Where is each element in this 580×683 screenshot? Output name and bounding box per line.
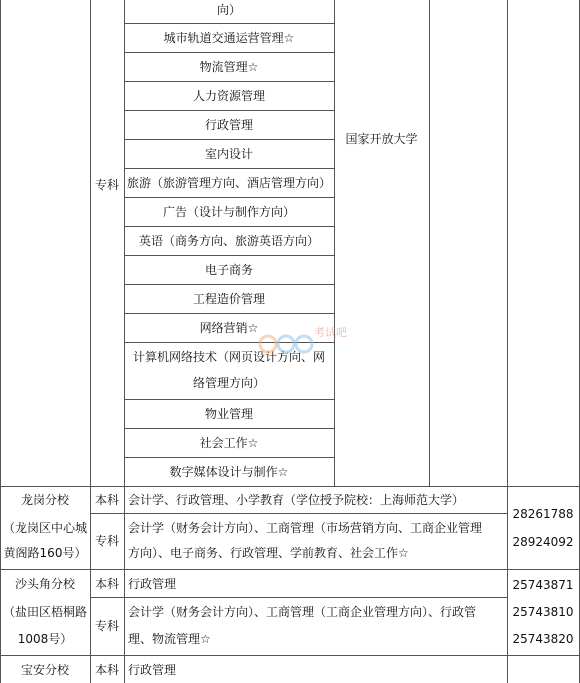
- branch-name: 宝安分校: [20, 663, 69, 677]
- phone-number: 25743820: [512, 632, 574, 646]
- university-name: 国家开放大学: [345, 132, 418, 146]
- major-cell: 旅游（旅游管理方向、酒店管理方向）: [126, 176, 331, 190]
- branch-address: 1008号）: [17, 632, 73, 646]
- branch-address: （盐田区梧桐路: [2, 605, 87, 619]
- major-cell: 广告（设计与制作方向）: [162, 205, 295, 219]
- level-label-zhuanke: 专科: [94, 534, 119, 548]
- major-cell: 网络营销☆: [199, 321, 259, 335]
- major-cell: 络管理方向）: [192, 376, 265, 390]
- benke-majors: 会计学、行政管理、小学教育（学位授予院校：上海师范大学）: [128, 493, 465, 507]
- level-label-benke: 本科: [94, 577, 119, 591]
- major-cell: 计算机网络技术（网页设计方向、网: [132, 350, 325, 364]
- major-cell: 室内设计: [204, 147, 253, 161]
- major-cell: 物业管理: [204, 407, 253, 421]
- level-label-benke: 本科: [94, 663, 119, 677]
- zhuanke-majors: 理、物流管理☆: [128, 632, 211, 646]
- major-cell: 社会工作☆: [199, 436, 259, 450]
- level-label-benke: 本科: [94, 493, 119, 507]
- level-label-zhuanke: 专科: [94, 178, 119, 192]
- major-cell-fragment: 向）: [216, 3, 241, 17]
- phone-number: 25743871: [512, 578, 574, 592]
- major-cell: 工程造价管理: [192, 292, 265, 306]
- watermark-text: 考试吧: [314, 326, 347, 339]
- major-cell: 物流管理☆: [199, 60, 259, 74]
- zhuanke-majors: 会计学（财务会计方向）、工商管理（工商企业管理方向）、行政管: [128, 605, 477, 619]
- major-cell: 人力资源管理: [192, 89, 265, 103]
- major-cell: 英语（商务方向、旅游英语方向）: [138, 234, 319, 248]
- benke-majors: 行政管理: [128, 663, 177, 677]
- major-cell: 数字媒体设计与制作☆: [169, 465, 289, 479]
- benke-majors: 行政管理: [128, 577, 177, 591]
- watermark-logo: [258, 322, 354, 362]
- zhuanke-majors: 会计学（财务会计方向）、工商管理（市场营销方向、工商企业管理: [128, 521, 483, 535]
- phone-number: 25743810: [512, 605, 574, 619]
- major-cell: 城市轨道交通运营管理☆: [163, 31, 295, 45]
- level-label-zhuanke: 专科: [94, 619, 119, 633]
- branch-name: 龙岗分校: [20, 493, 69, 507]
- zhuanke-majors: 方向）、电子商务、行政管理、学前教育、社会工作☆: [128, 546, 409, 560]
- branch-address: 黄阁路160号）: [3, 546, 87, 560]
- branch-address: （龙岗区中心城: [2, 521, 87, 535]
- phone-number: 28261788: [512, 507, 574, 521]
- branch-name: 沙头角分校: [14, 577, 75, 591]
- major-cell: 电子商务: [204, 263, 253, 277]
- phone-number: 28924092: [512, 535, 574, 549]
- major-cell: 行政管理: [204, 118, 253, 132]
